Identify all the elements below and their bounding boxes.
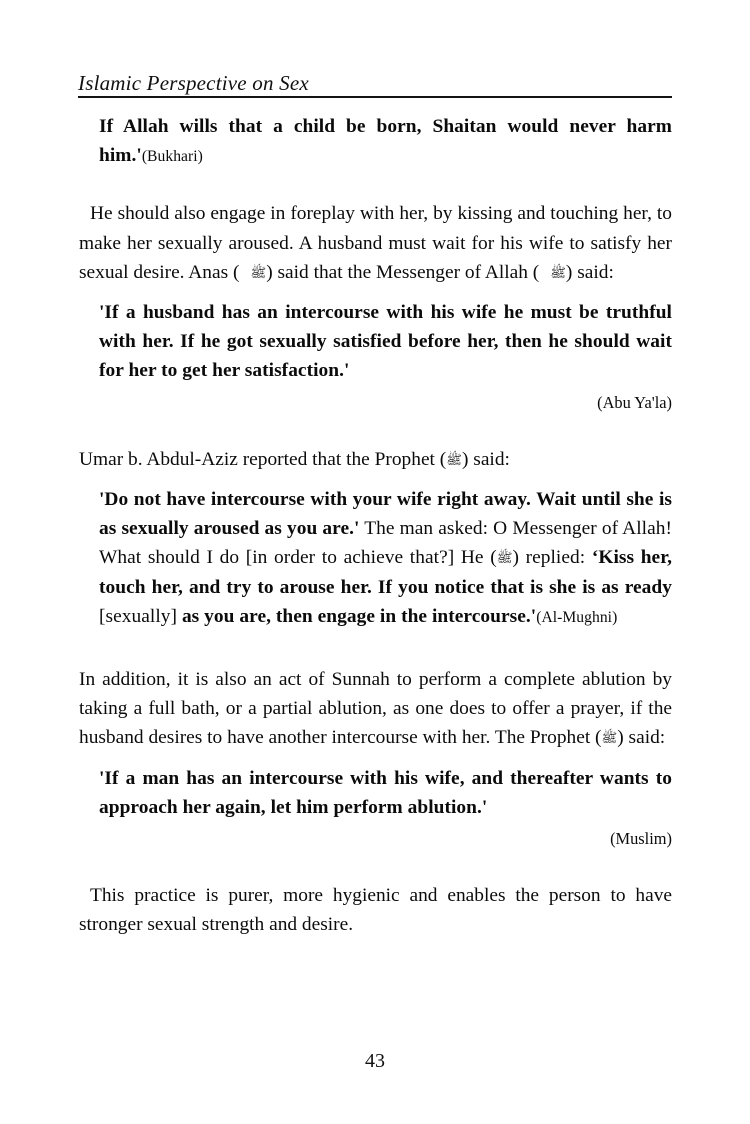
quote-block-abu-yala <box>99 298 672 386</box>
paragraph-conclusion: This practice is purer, more hygienic and enables the person to have stronger sexual strength and desire. <box>79 885 672 936</box>
quote-text: 'If a man has an intercourse with his wife, and thereafter wants to approach her again, let him perform ablution.' <box>99 767 672 818</box>
paragraph-ablution <box>79 665 672 753</box>
quote-bold-2: ‘Kiss her, touch her, and try to arouse her. If you notice that is she is as ready <box>99 547 672 598</box>
quote-bold-1: 'Do not have intercourse with your wife right away. Wait until she is as sexually aroused as you are.' <box>99 489 672 540</box>
paragraph-text-part1: In addition, it is also an act of Sunnah to perform a complete ablution by taking a full bath, or a partial ablution, as one does to offer a prayer, if the husband desires to have another intercourse with her. The Prophet ( <box>79 669 672 749</box>
source-muslim: (Muslim) <box>610 829 672 849</box>
quote-text: If Allah wills that a child be born, Shaitan would never harm him.' <box>99 116 672 167</box>
quote-block-bukhari <box>99 112 672 171</box>
spacer <box>79 417 672 428</box>
quote-block-al-mughni <box>99 485 672 632</box>
quote-bold-3: as you are, then engage in the intercourse.' <box>181 605 537 627</box>
text-column <box>79 112 672 940</box>
source-bukhari: (Bukhari) <box>141 148 203 166</box>
quote-block-muslim <box>99 764 672 822</box>
paragraph-text-part2: ) said: <box>617 727 666 749</box>
quote-regular-2: ) replied: <box>512 547 592 569</box>
honorific-icon: ﷺ <box>496 550 513 566</box>
honorific-icon: ﷺ <box>550 264 566 280</box>
paragraph-text-part2: ) said: <box>461 448 510 470</box>
honorific-icon: ﷺ <box>601 730 618 746</box>
header-title: Islamic Perspective on Sex <box>78 71 309 95</box>
paragraph-text-part3: ) said: <box>565 261 614 283</box>
honorific-icon: ﷺ <box>250 264 267 280</box>
spacer <box>79 287 672 298</box>
quote-text: 'If a husband has an intercourse with his wife he must be truthful with her. If he got sexually satisfied before her, then he should wait for her to get her satisfaction.' <box>99 302 672 382</box>
paragraph-umar <box>79 445 672 474</box>
page-number: 43 <box>365 1050 385 1072</box>
spacer <box>79 632 672 648</box>
quote-regular-1: The man asked: O Messenger of Allah! What should I do [in order to achieve that?] He ( <box>99 518 673 569</box>
spacer <box>79 753 672 764</box>
spacer <box>79 853 672 864</box>
running-header <box>78 72 672 98</box>
quote-regular-3: [sexually] <box>99 605 182 627</box>
paragraph-foreplay <box>79 199 672 287</box>
paragraph-text-part1: Umar b. Abdul-Aziz reported that the Prophet ( <box>79 448 447 470</box>
spacer <box>79 474 672 485</box>
paragraph-text-part2: ) said that the Messenger of Allah ( <box>266 261 540 283</box>
header-rule <box>78 96 672 98</box>
spacer <box>79 171 672 182</box>
honorific-icon: ﷺ <box>446 451 462 467</box>
paragraph-text-part1: He should also engage in foreplay with her, by kissing and touching her, to make her sexually aroused. A husband must wait for his wife to satisfy her sexual desire. Anas ( <box>79 203 672 283</box>
source-abu-yala: (Abu Ya'la) <box>597 392 672 412</box>
source-al-mughni: (Al-Mughni) <box>536 608 618 626</box>
